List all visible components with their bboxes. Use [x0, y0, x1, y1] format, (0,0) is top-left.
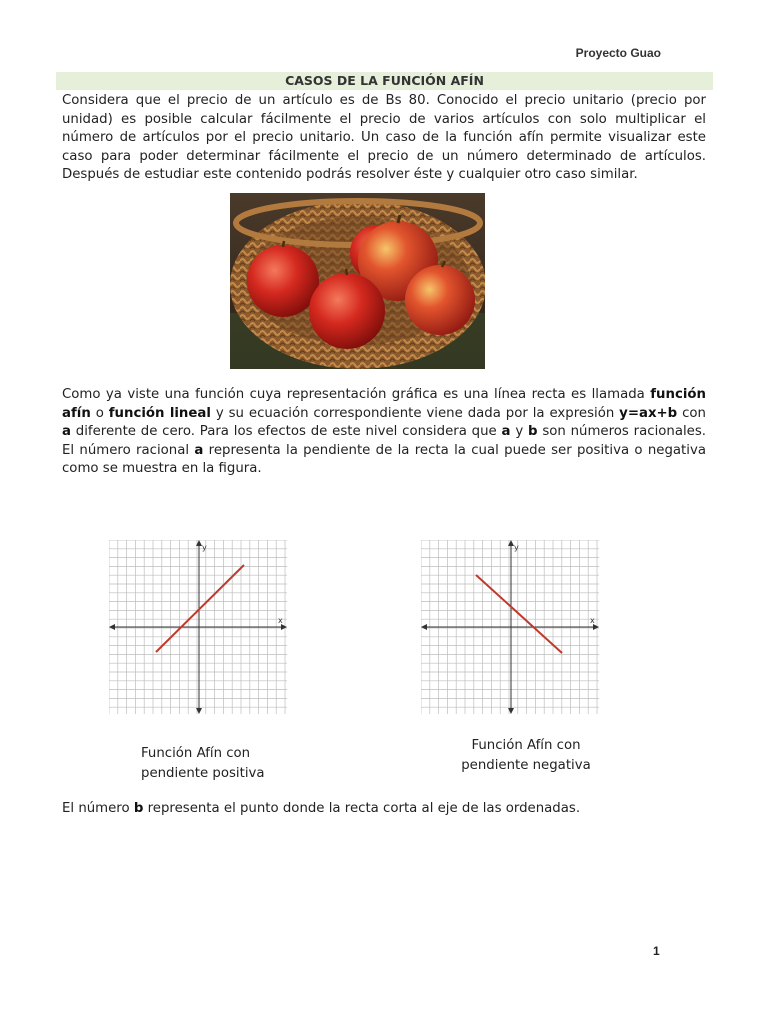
- positive-slope-line: [156, 565, 244, 652]
- intro-paragraph: Considera que el precio de un artículo es de Bs 80. Conocido el precio unitario (precio por unidad) es posible calcular fácilmente el precio de varios artículos con solo multiplicar el número de artículos por el precio unitario. Un caso de la función afín permite visualizar este caso para poder determinar fácilmente el precio de un número determinado de artículos. Después de estudiar este contenido podrás resolver éste y cualquier otro caso similar.: [62, 93, 706, 183]
- x-axis-arrow-left: [109, 624, 115, 630]
- caption-positive-slope: Función Afín con pendiente positiva: [141, 746, 265, 781]
- axis-label-y: y: [202, 543, 207, 552]
- apples-basket-photo: [230, 193, 485, 369]
- negative-slope-line: [476, 575, 562, 653]
- x-axis-arrow-left: [421, 624, 427, 630]
- intercept-paragraph: El número b representa el punto donde la recta corta al eje de las ordenadas.: [62, 801, 581, 816]
- project-header: Proyecto Guao: [575, 46, 661, 60]
- affine-definition-paragraph: Como ya viste una función cuya representación gráfica es una línea recta es llamada función afín o función lineal y su ecuación correspondiente viene dada por la expresión y=ax+b con a diferente de cero. Para los efectos de este nivel considera que a y b son números racionales. El número racional a representa la pendiente de la recta la cual puede ser positiva o negativa como se muestra en la figura.: [62, 387, 707, 477]
- caption-negative-slope: Función Afín con pendiente negativa: [461, 738, 591, 773]
- page-number: 1: [653, 944, 660, 958]
- axis-label-x: x: [590, 616, 595, 625]
- axis-label-y: y: [514, 543, 519, 552]
- graph-positive-slope: [109, 540, 287, 714]
- axis-label-x: x: [278, 616, 283, 625]
- section-title: CASOS DE LA FUNCIÓN AFÍN: [56, 72, 713, 90]
- graph-negative-slope: [421, 540, 599, 714]
